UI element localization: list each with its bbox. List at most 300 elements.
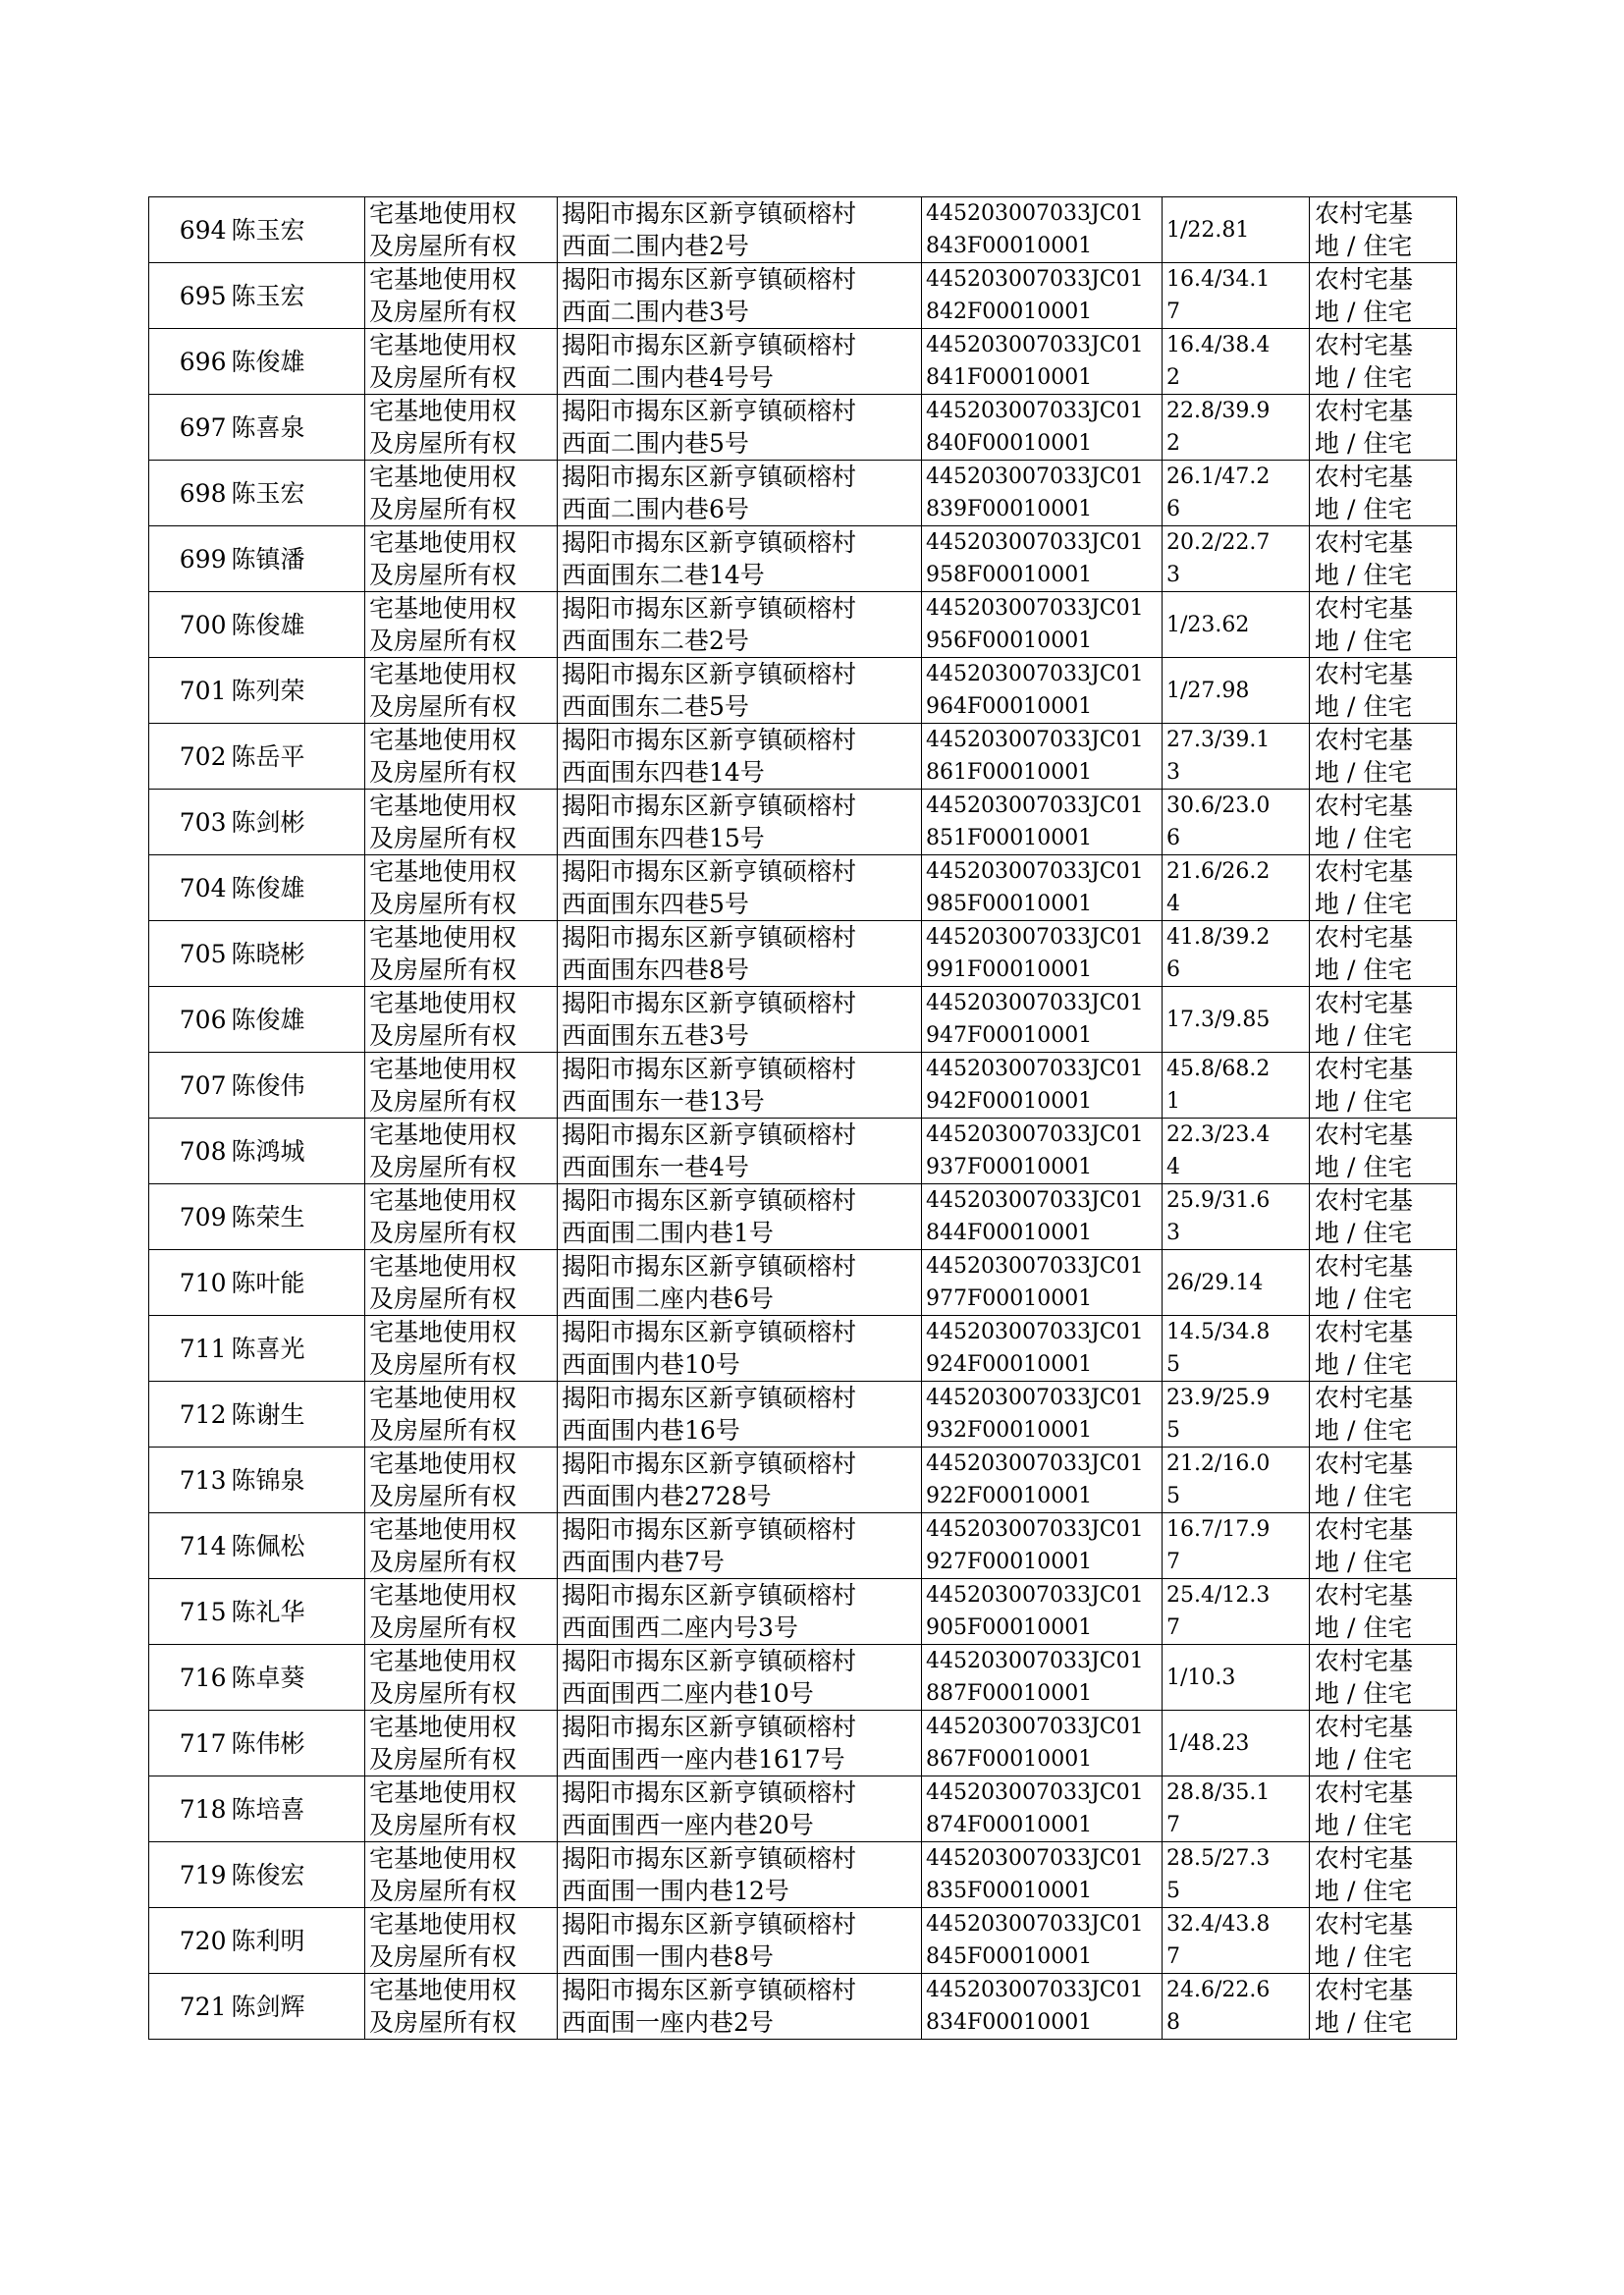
right-type-line1: 宅基地使用权 (369, 199, 517, 228)
unit-code-line2: 845F00010001 (926, 1944, 1093, 1969)
table-row (149, 1382, 1457, 1448)
unit-code-line2: 874F00010001 (926, 1813, 1093, 1837)
address-line1: 揭阳市揭东区新亨镇硕榕村 (562, 1384, 857, 1412)
area-line1: 1/23.62 (1166, 612, 1250, 637)
owner-name: 陈俊雄 (230, 987, 365, 1053)
address-line2: 西面围东五巷3号 (562, 1021, 749, 1050)
row-number: 710 (149, 1250, 230, 1316)
area-line1: 24.6/22.6 (1166, 1978, 1271, 2002)
unit-code-line2: 834F00010001 (926, 2010, 1093, 2035)
address-line1: 揭阳市揭东区新亨镇硕榕村 (562, 1910, 857, 1939)
unit-code (922, 921, 1163, 987)
right-type (365, 790, 558, 855)
right-type (365, 1842, 558, 1908)
unit-code-line1: 445203007033JC01 (926, 662, 1144, 686)
right-type-line1: 宅基地使用权 (369, 726, 517, 754)
address-line1: 揭阳市揭东区新亨镇硕榕村 (562, 1252, 857, 1281)
owner-name: 陈列荣 (230, 658, 365, 724)
right-type (365, 1448, 558, 1513)
area (1163, 1448, 1310, 1513)
right-type (365, 1908, 558, 1974)
address-line1: 揭阳市揭东区新亨镇硕榕村 (562, 1778, 857, 1807)
land-use-line2: 地 / 住宅 (1315, 627, 1413, 655)
land-use-line2: 地 / 住宅 (1315, 232, 1413, 260)
area-line1: 45.8/68.2 (1166, 1057, 1271, 1081)
address-line2: 西面围东二巷5号 (562, 692, 749, 721)
area-line1: 26.1/47.2 (1166, 464, 1271, 489)
row-number: 717 (149, 1711, 230, 1776)
row-number: 697 (149, 395, 230, 461)
unit-code (922, 1053, 1163, 1119)
right-type-line1: 宅基地使用权 (369, 1252, 517, 1281)
registry-table (148, 196, 1457, 2040)
land-use-line1: 农村宅基 (1315, 726, 1414, 754)
address-line1: 揭阳市揭东区新亨镇硕榕村 (562, 1186, 857, 1215)
unit-code-line1: 445203007033JC01 (926, 1649, 1144, 1673)
land-use-line1: 农村宅基 (1315, 1252, 1414, 1281)
owner-name: 陈佩松 (230, 1513, 365, 1579)
land-use-line1: 农村宅基 (1315, 1976, 1414, 2004)
area-line2: 3 (1166, 760, 1180, 785)
right-type (365, 1645, 558, 1711)
land-use-line1: 农村宅基 (1315, 857, 1414, 886)
address-line2: 西面二围内巷2号 (562, 232, 749, 260)
table-row (149, 1842, 1457, 1908)
unit-code-line2: 922F00010001 (926, 1484, 1093, 1508)
address (558, 395, 922, 461)
row-number: 715 (149, 1579, 230, 1645)
address-line2: 西面二围内巷5号 (562, 429, 749, 458)
unit-code (922, 1776, 1163, 1842)
area-line1: 16.7/17.9 (1166, 1517, 1271, 1542)
right-type-line1: 宅基地使用权 (369, 1515, 517, 1544)
table-row (149, 724, 1457, 790)
address (558, 1645, 922, 1711)
area (1163, 1382, 1310, 1448)
area-line1: 28.5/27.3 (1166, 1846, 1271, 1871)
land-use-line1: 农村宅基 (1315, 397, 1414, 425)
address (558, 1776, 922, 1842)
right-type-line1: 宅基地使用权 (369, 1186, 517, 1215)
area (1163, 855, 1310, 921)
unit-code-line1: 445203007033JC01 (926, 1188, 1144, 1213)
right-type (365, 592, 558, 658)
land-use-line1: 农村宅基 (1315, 989, 1414, 1017)
table-row (149, 1579, 1457, 1645)
table-row (149, 329, 1457, 395)
area-line2: 6 (1166, 957, 1180, 982)
owner-name: 陈卓葵 (230, 1645, 365, 1711)
land-use-line2: 地 / 住宅 (1315, 1284, 1413, 1313)
table-row (149, 1974, 1457, 2040)
address (558, 1184, 922, 1250)
land-use (1310, 987, 1457, 1053)
land-use (1310, 921, 1457, 987)
address-line1: 揭阳市揭东区新亨镇硕榕村 (562, 1844, 857, 1873)
unit-code (922, 1382, 1163, 1448)
area-line2: 8 (1166, 2010, 1180, 2035)
address-line1: 揭阳市揭东区新亨镇硕榕村 (562, 1449, 857, 1478)
land-use-line2: 地 / 住宅 (1315, 561, 1413, 589)
address-line1: 揭阳市揭东区新亨镇硕榕村 (562, 1318, 857, 1346)
area-line2: 1 (1166, 1089, 1180, 1114)
right-type (365, 855, 558, 921)
address (558, 921, 922, 987)
row-number: 711 (149, 1316, 230, 1382)
area-line2: 7 (1166, 1615, 1180, 1640)
unit-code (922, 263, 1163, 329)
right-type-line2: 及房屋所有权 (369, 1153, 517, 1181)
unit-code-line1: 445203007033JC01 (926, 859, 1144, 884)
area-line1: 1/27.98 (1166, 678, 1250, 703)
land-use (1310, 790, 1457, 855)
land-use (1310, 1711, 1457, 1776)
table-row (149, 921, 1457, 987)
land-use-line1: 农村宅基 (1315, 792, 1414, 820)
unit-code-line1: 445203007033JC01 (926, 793, 1144, 818)
row-number: 705 (149, 921, 230, 987)
right-type (365, 1184, 558, 1250)
right-type (365, 987, 558, 1053)
owner-name: 陈镇潘 (230, 526, 365, 592)
address-line2: 西面围东一巷4号 (562, 1153, 749, 1181)
unit-code-line2: 932F00010001 (926, 1418, 1093, 1443)
owner-name: 陈俊雄 (230, 855, 365, 921)
right-type-line2: 及房屋所有权 (369, 363, 517, 392)
area (1163, 658, 1310, 724)
land-use (1310, 1776, 1457, 1842)
land-use-line1: 农村宅基 (1315, 1318, 1414, 1346)
land-use-line2: 地 / 住宅 (1315, 1350, 1413, 1379)
land-use (1310, 1119, 1457, 1184)
area-line1: 28.8/35.1 (1166, 1780, 1271, 1805)
address (558, 1316, 922, 1382)
right-type (365, 1382, 558, 1448)
right-type (365, 1513, 558, 1579)
address-line2: 西面围西一座内巷20号 (562, 1811, 814, 1839)
land-use-line1: 农村宅基 (1315, 463, 1414, 491)
unit-code-line1: 445203007033JC01 (926, 1320, 1144, 1344)
area (1163, 197, 1310, 263)
land-use (1310, 1184, 1457, 1250)
right-type-line2: 及房屋所有权 (369, 561, 517, 589)
land-use-line2: 地 / 住宅 (1315, 1745, 1413, 1774)
right-type-line1: 宅基地使用权 (369, 1449, 517, 1478)
right-type (365, 395, 558, 461)
unit-code-line1: 445203007033JC01 (926, 1846, 1144, 1871)
unit-code-line1: 445203007033JC01 (926, 1386, 1144, 1410)
address-line2: 西面围内巷2728号 (562, 1482, 772, 1510)
unit-code-line2: 947F00010001 (926, 1023, 1093, 1048)
address-line1: 揭阳市揭东区新亨镇硕榕村 (562, 1515, 857, 1544)
land-use-line1: 农村宅基 (1315, 1120, 1414, 1149)
owner-name: 陈玉宏 (230, 263, 365, 329)
address (558, 1711, 922, 1776)
land-use-line1: 农村宅基 (1315, 1647, 1414, 1675)
land-use-line2: 地 / 住宅 (1315, 1548, 1413, 1576)
row-number: 716 (149, 1645, 230, 1711)
address-line2: 西面围东二巷14号 (562, 561, 765, 589)
owner-name: 陈培喜 (230, 1776, 365, 1842)
address (558, 1974, 922, 2040)
right-type-line1: 宅基地使用权 (369, 1055, 517, 1083)
row-number: 704 (149, 855, 230, 921)
area (1163, 724, 1310, 790)
unit-code (922, 197, 1163, 263)
unit-code (922, 592, 1163, 658)
area (1163, 1184, 1310, 1250)
right-type (365, 1711, 558, 1776)
land-use (1310, 395, 1457, 461)
right-type-line2: 及房屋所有权 (369, 298, 517, 326)
right-type (365, 1250, 558, 1316)
table-row (149, 1776, 1457, 1842)
land-use (1310, 592, 1457, 658)
area-line2: 5 (1166, 1879, 1180, 1903)
address-line2: 西面二围内巷4号号 (562, 363, 774, 392)
right-type (365, 461, 558, 526)
area (1163, 1579, 1310, 1645)
right-type (365, 526, 558, 592)
table-row (149, 1513, 1457, 1579)
right-type-line1: 宅基地使用权 (369, 1120, 517, 1149)
address (558, 1513, 922, 1579)
right-type (365, 1974, 558, 2040)
right-type-line1: 宅基地使用权 (369, 594, 517, 623)
land-use (1310, 526, 1457, 592)
owner-name: 陈鸿城 (230, 1119, 365, 1184)
right-type (365, 263, 558, 329)
area (1163, 1053, 1310, 1119)
area (1163, 1513, 1310, 1579)
area-line1: 16.4/34.1 (1166, 267, 1271, 292)
land-use-line2: 地 / 住宅 (1315, 1482, 1413, 1510)
land-use-line2: 地 / 住宅 (1315, 1153, 1413, 1181)
right-type-line1: 宅基地使用权 (369, 792, 517, 820)
right-type (365, 1579, 558, 1645)
unit-code-line1: 445203007033JC01 (926, 530, 1144, 555)
address-line2: 西面围西二座内巷10号 (562, 1679, 814, 1708)
right-type-line1: 宅基地使用权 (369, 265, 517, 294)
unit-code-line2: 835F00010001 (926, 1879, 1093, 1903)
unit-code-line1: 445203007033JC01 (926, 1057, 1144, 1081)
right-type (365, 921, 558, 987)
area (1163, 921, 1310, 987)
address-line1: 揭阳市揭东区新亨镇硕榕村 (562, 989, 857, 1017)
row-number: 709 (149, 1184, 230, 1250)
unit-code-line2: 841F00010001 (926, 365, 1093, 390)
land-use-line2: 地 / 住宅 (1315, 1942, 1413, 1971)
area-line2: 7 (1166, 1813, 1180, 1837)
unit-code-line1: 445203007033JC01 (926, 991, 1144, 1015)
right-type-line1: 宅基地使用权 (369, 397, 517, 425)
land-use-line1: 农村宅基 (1315, 1910, 1414, 1939)
address-line1: 揭阳市揭东区新亨镇硕榕村 (562, 199, 857, 228)
row-number: 718 (149, 1776, 230, 1842)
area (1163, 526, 1310, 592)
unit-code (922, 526, 1163, 592)
area (1163, 987, 1310, 1053)
area (1163, 1842, 1310, 1908)
unit-code-line2: 842F00010001 (926, 300, 1093, 324)
address-line1: 揭阳市揭东区新亨镇硕榕村 (562, 1976, 857, 2004)
table-row (149, 1316, 1457, 1382)
owner-name: 陈岳平 (230, 724, 365, 790)
area (1163, 1316, 1310, 1382)
area-line1: 25.9/31.6 (1166, 1188, 1271, 1213)
land-use (1310, 1513, 1457, 1579)
row-number: 721 (149, 1974, 230, 2040)
land-use-line2: 地 / 住宅 (1315, 956, 1413, 984)
address (558, 526, 922, 592)
area-line1: 1/22.81 (1166, 217, 1250, 243)
unit-code-line1: 445203007033JC01 (926, 925, 1144, 950)
unit-code-line1: 445203007033JC01 (926, 1254, 1144, 1279)
area-line1: 17.3/9.85 (1166, 1007, 1271, 1032)
right-type-line2: 及房屋所有权 (369, 956, 517, 984)
area-line1: 32.4/43.8 (1166, 1912, 1271, 1937)
unit-code (922, 1711, 1163, 1776)
address-line1: 揭阳市揭东区新亨镇硕榕村 (562, 463, 857, 491)
table-row (149, 592, 1457, 658)
right-type-line1: 宅基地使用权 (369, 989, 517, 1017)
address-line2: 西面围东四巷14号 (562, 758, 765, 787)
address (558, 197, 922, 263)
area-line1: 16.4/38.4 (1166, 333, 1271, 357)
row-number: 706 (149, 987, 230, 1053)
table-row (149, 855, 1457, 921)
unit-code-line2: 867F00010001 (926, 1747, 1093, 1772)
unit-code (922, 1513, 1163, 1579)
unit-code-line2: 958F00010001 (926, 563, 1093, 587)
table-row (149, 790, 1457, 855)
right-type-line2: 及房屋所有权 (369, 429, 517, 458)
area (1163, 1119, 1310, 1184)
area-line2: 4 (1166, 892, 1180, 916)
land-use (1310, 1382, 1457, 1448)
land-use-line1: 农村宅基 (1315, 1778, 1414, 1807)
unit-code-line1: 445203007033JC01 (926, 1517, 1144, 1542)
address (558, 658, 922, 724)
owner-name: 陈剑彬 (230, 790, 365, 855)
table-row (149, 987, 1457, 1053)
area-line1: 30.6/23.0 (1166, 793, 1271, 818)
right-type-line1: 宅基地使用权 (369, 1581, 517, 1610)
right-type-line1: 宅基地使用权 (369, 331, 517, 359)
land-use-line2: 地 / 住宅 (1315, 758, 1413, 787)
address-line2: 西面围一座内巷2号 (562, 2008, 774, 2037)
area-line1: 1/48.23 (1166, 1730, 1250, 1756)
area-line1: 26/29.14 (1166, 1270, 1264, 1295)
table-row (149, 263, 1457, 329)
right-type-line1: 宅基地使用权 (369, 923, 517, 952)
land-use-line2: 地 / 住宅 (1315, 1087, 1413, 1116)
land-use (1310, 1974, 1457, 2040)
table-row (149, 1711, 1457, 1776)
row-number: 708 (149, 1119, 230, 1184)
address (558, 1842, 922, 1908)
row-number: 714 (149, 1513, 230, 1579)
owner-name: 陈叶能 (230, 1250, 365, 1316)
address-line2: 西面围东四巷15号 (562, 824, 765, 852)
unit-code-line1: 445203007033JC01 (926, 464, 1144, 489)
unit-code-line2: 905F00010001 (926, 1615, 1093, 1640)
table-row (149, 1448, 1457, 1513)
area-line1: 23.9/25.9 (1166, 1386, 1271, 1410)
land-use-line2: 地 / 住宅 (1315, 890, 1413, 918)
area-line2: 2 (1166, 365, 1180, 390)
row-number: 703 (149, 790, 230, 855)
row-number: 707 (149, 1053, 230, 1119)
land-use (1310, 1842, 1457, 1908)
address-line1: 揭阳市揭东区新亨镇硕榕村 (562, 1120, 857, 1149)
land-use (1310, 461, 1457, 526)
right-type-line2: 及房屋所有权 (369, 1219, 517, 1247)
address-line1: 揭阳市揭东区新亨镇硕榕村 (562, 1055, 857, 1083)
unit-code (922, 1184, 1163, 1250)
unit-code-line2: 985F00010001 (926, 892, 1093, 916)
unit-code-line1: 445203007033JC01 (926, 267, 1144, 292)
address-line1: 揭阳市揭东区新亨镇硕榕村 (562, 331, 857, 359)
area-line2: 5 (1166, 1484, 1180, 1508)
unit-code (922, 1974, 1163, 2040)
row-number: 712 (149, 1382, 230, 1448)
right-type-line2: 及房屋所有权 (369, 1087, 517, 1116)
address-line1: 揭阳市揭东区新亨镇硕榕村 (562, 857, 857, 886)
address-line2: 西面围一围内巷8号 (562, 1942, 774, 1971)
address (558, 1448, 922, 1513)
land-use (1310, 855, 1457, 921)
unit-code-line2: 844F00010001 (926, 1221, 1093, 1245)
unit-code (922, 1448, 1163, 1513)
right-type-line2: 及房屋所有权 (369, 1942, 517, 1971)
land-use (1310, 1645, 1457, 1711)
land-use-line2: 地 / 住宅 (1315, 1416, 1413, 1445)
row-number: 696 (149, 329, 230, 395)
unit-code-line2: 861F00010001 (926, 760, 1093, 785)
area-line1: 21.6/26.2 (1166, 859, 1271, 884)
area-line2: 7 (1166, 300, 1180, 324)
address-line2: 西面围东四巷8号 (562, 956, 749, 984)
area (1163, 1776, 1310, 1842)
right-type-line2: 及房屋所有权 (369, 1482, 517, 1510)
area (1163, 1250, 1310, 1316)
address (558, 263, 922, 329)
table-row (149, 526, 1457, 592)
address-line2: 西面围二座内巷6号 (562, 1284, 774, 1313)
address-line1: 揭阳市揭东区新亨镇硕榕村 (562, 660, 857, 688)
address-line2: 西面二围内巷6号 (562, 495, 749, 523)
address (558, 1119, 922, 1184)
row-number: 698 (149, 461, 230, 526)
unit-code-line1: 445203007033JC01 (926, 1780, 1144, 1805)
right-type-line2: 及房屋所有权 (369, 1416, 517, 1445)
land-use-line1: 农村宅基 (1315, 1055, 1414, 1083)
address (558, 461, 922, 526)
land-use-line2: 地 / 住宅 (1315, 1877, 1413, 1905)
area (1163, 329, 1310, 395)
area-line2: 6 (1166, 497, 1180, 521)
address-line2: 西面围西一座内巷1617号 (562, 1745, 845, 1774)
address-line2: 西面围内巷7号 (562, 1548, 725, 1576)
address-line1: 揭阳市揭东区新亨镇硕榕村 (562, 792, 857, 820)
row-number: 720 (149, 1908, 230, 1974)
row-number: 702 (149, 724, 230, 790)
area (1163, 1908, 1310, 1974)
right-type (365, 1053, 558, 1119)
right-type-line1: 宅基地使用权 (369, 463, 517, 491)
land-use-line2: 地 / 住宅 (1315, 2008, 1413, 2037)
